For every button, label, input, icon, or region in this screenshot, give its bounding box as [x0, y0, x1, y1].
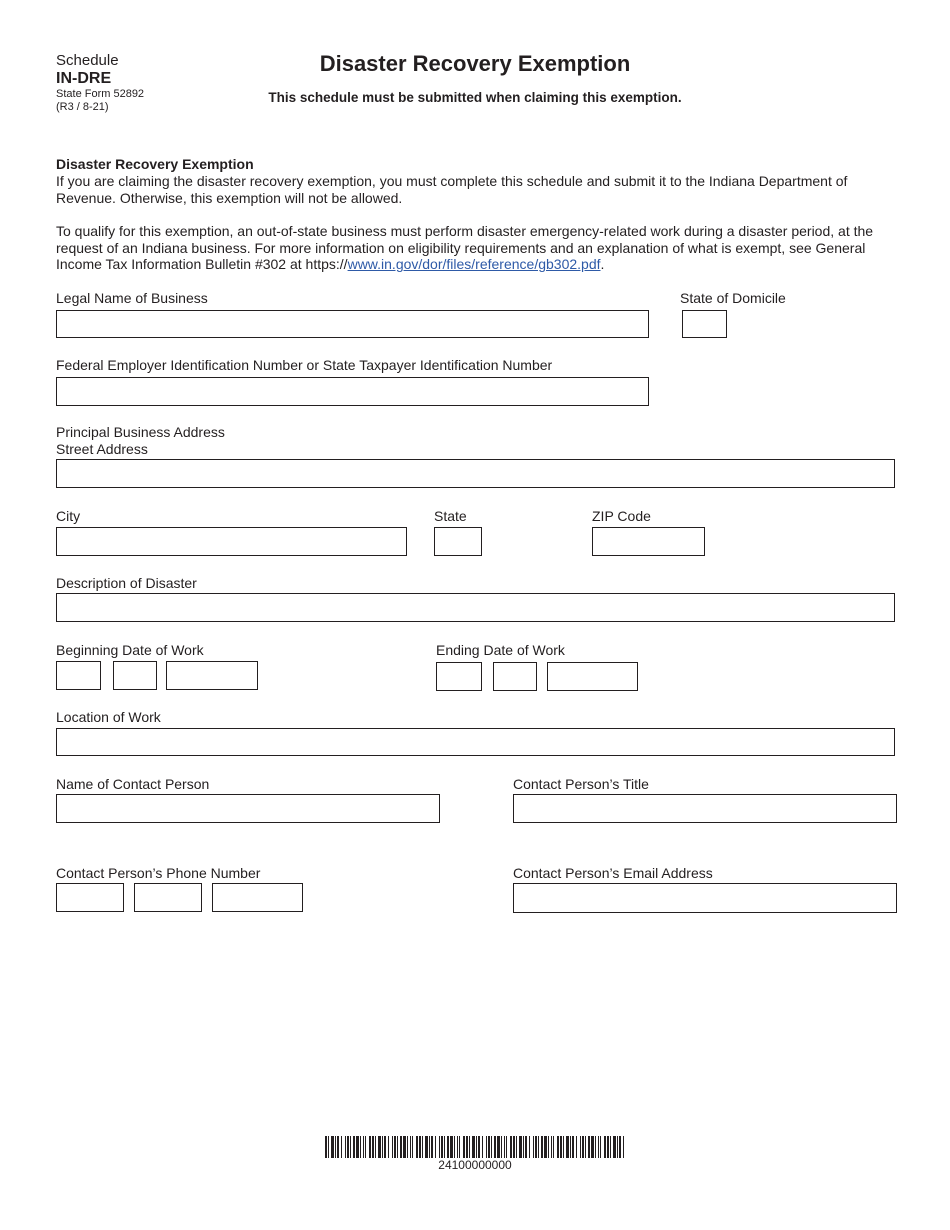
fein-label: Federal Employer Identification Number or State Taxpayer Identification Number	[56, 357, 553, 373]
contact-phone-prefix-input[interactable]	[134, 883, 202, 912]
state-of-domicile-label: State of Domicile	[680, 290, 786, 306]
barcode-bar	[439, 1136, 440, 1158]
barcode-bar	[378, 1136, 381, 1158]
barcode-bar	[435, 1136, 436, 1158]
barcode-bar	[557, 1136, 559, 1158]
barcode-bar	[444, 1136, 445, 1158]
barcode-bar	[382, 1136, 383, 1158]
barcode-bar	[600, 1136, 601, 1158]
barcode-bar	[488, 1136, 490, 1158]
contact-email-label: Contact Person’s Email Address	[513, 865, 713, 881]
barcode-bar	[410, 1136, 411, 1158]
barcode-bar	[337, 1136, 339, 1158]
barcode-bar	[588, 1136, 590, 1158]
barcode-bar	[476, 1136, 477, 1158]
barcode-bar	[392, 1136, 393, 1158]
city-label: City	[56, 508, 81, 524]
barcode-bar	[341, 1136, 342, 1158]
barcode-bar	[472, 1136, 475, 1158]
barcode-bar	[425, 1136, 428, 1158]
barcode-bar	[529, 1136, 530, 1158]
barcode-bar	[576, 1136, 577, 1158]
contact-phone-label: Contact Person’s Phone Number	[56, 865, 261, 881]
contact-phone-line-input[interactable]	[212, 883, 303, 912]
legal-name-input[interactable]	[56, 310, 649, 338]
barcode-bar	[585, 1136, 586, 1158]
beginning-date-day-input[interactable]	[113, 661, 157, 690]
state-form-number: State Form 52892	[56, 88, 145, 100]
intro-paragraph-2	[56, 223, 896, 273]
barcode-bar	[454, 1136, 455, 1158]
barcode-bar	[506, 1136, 507, 1158]
barcode-graphic	[325, 1136, 625, 1158]
barcode-bar	[463, 1136, 465, 1158]
schedule-code: IN-DRE	[56, 70, 112, 87]
barcode-bar	[566, 1136, 569, 1158]
state-of-domicile-input[interactable]	[682, 310, 727, 338]
barcode-bar	[369, 1136, 371, 1158]
form-revision: (R3 / 8-21)	[56, 101, 109, 113]
barcode-bar	[469, 1136, 470, 1158]
barcode-bar	[541, 1136, 543, 1158]
barcode-bar	[604, 1136, 606, 1158]
barcode-bar	[397, 1136, 398, 1158]
barcode-bar	[394, 1136, 396, 1158]
ending-date-label: Ending Date of Work	[436, 642, 565, 658]
barcode-bar	[519, 1136, 522, 1158]
barcode-bar	[533, 1136, 534, 1158]
ending-date-day-input[interactable]	[493, 662, 537, 691]
principal-address-label: Principal Business Address	[56, 424, 225, 440]
bulletin-link[interactable]: www.in.gov/dor/files/reference/gb302.pdf	[347, 256, 601, 272]
barcode-bar	[431, 1136, 433, 1158]
barcode-bar	[504, 1136, 505, 1158]
barcode-bar	[486, 1136, 487, 1158]
barcode-bar	[525, 1136, 527, 1158]
contact-phone-area-input[interactable]	[56, 883, 124, 912]
barcode-bar	[375, 1136, 376, 1158]
state-input[interactable]	[434, 527, 482, 556]
barcode-bar	[548, 1136, 549, 1158]
barcode-bar	[459, 1136, 460, 1158]
schedule-label: Schedule	[56, 52, 119, 69]
barcode-bar	[350, 1136, 351, 1158]
barcode-bar	[544, 1136, 547, 1158]
street-address-input[interactable]	[56, 459, 895, 488]
barcode-bar	[570, 1136, 571, 1158]
barcode-bar	[491, 1136, 492, 1158]
barcode-bar	[450, 1136, 453, 1158]
beginning-date-label: Beginning Date of Work	[56, 642, 204, 658]
barcode-bar	[356, 1136, 359, 1158]
zip-label: ZIP Code	[592, 508, 651, 524]
barcode-bar	[447, 1136, 449, 1158]
barcode-bar	[610, 1136, 611, 1158]
barcode-bar	[325, 1136, 327, 1158]
barcode-bar	[513, 1136, 515, 1158]
barcode-bar	[538, 1136, 539, 1158]
ending-date-year-input[interactable]	[547, 662, 638, 691]
barcode-bar	[419, 1136, 421, 1158]
barcode-bar	[598, 1136, 599, 1158]
barcode-bar	[429, 1136, 430, 1158]
barcode-bar	[619, 1136, 621, 1158]
barcode-bar	[523, 1136, 524, 1158]
barcode-bar	[623, 1136, 624, 1158]
barcode-bar	[441, 1136, 443, 1158]
barcode-bar	[607, 1136, 609, 1158]
barcode-bar	[407, 1136, 408, 1158]
barcode-bar	[365, 1136, 366, 1158]
barcode-bar	[617, 1136, 618, 1158]
barcode-bar	[563, 1136, 564, 1158]
contact-name-input[interactable]	[56, 794, 440, 823]
barcode-bar	[388, 1136, 389, 1158]
location-input[interactable]	[56, 728, 895, 756]
barcode-bar	[360, 1136, 361, 1158]
disaster-description-input[interactable]	[56, 593, 895, 622]
barcode-bar	[591, 1136, 594, 1158]
city-input[interactable]	[56, 527, 407, 556]
barcode-bar	[466, 1136, 468, 1158]
contact-title-input[interactable]	[513, 794, 897, 823]
section-heading: Disaster Recovery Exemption	[56, 156, 254, 172]
barcode-bar	[363, 1136, 364, 1158]
barcode-bar	[416, 1136, 418, 1158]
beginning-date-year-input[interactable]	[166, 661, 258, 690]
barcode-bar	[403, 1136, 406, 1158]
zip-input[interactable]	[592, 527, 705, 556]
intro-paragraph-2-text: To qualify for this exemption, an out-of-state business must perform disaster emergency-related work during a disaster period, at the request of an Indiana business. For more information on eligibility requirements and an explanation of what is exempt, see General Income Tax Information Bulletin #302 at https://	[56, 223, 874, 272]
barcode-bar	[553, 1136, 554, 1158]
state-label: State	[434, 508, 467, 524]
contact-title-label: Contact Person’s Title	[513, 776, 649, 792]
ending-date-month-input[interactable]	[436, 662, 482, 691]
barcode-bar	[331, 1136, 334, 1158]
barcode-bar	[535, 1136, 537, 1158]
barcode-bar	[572, 1136, 574, 1158]
barcode-bar	[482, 1136, 483, 1158]
barcode-bar	[347, 1136, 349, 1158]
barcode-bar	[372, 1136, 374, 1158]
barcode-bar	[497, 1136, 500, 1158]
fein-input[interactable]	[56, 377, 649, 406]
barcode-bar	[613, 1136, 616, 1158]
barcode-bar	[422, 1136, 423, 1158]
barcode-bar	[478, 1136, 480, 1158]
barcode-bar	[516, 1136, 517, 1158]
page-title: Disaster Recovery Exemption	[319, 51, 631, 76]
disaster-description-label: Description of Disaster	[56, 575, 197, 591]
barcode-bar	[384, 1136, 386, 1158]
location-label: Location of Work	[56, 709, 161, 725]
intro-paragraph-2-end: .	[600, 256, 605, 272]
barcode-bar	[580, 1136, 581, 1158]
barcode-bar	[501, 1136, 502, 1158]
barcode-bar	[560, 1136, 562, 1158]
barcode-bar	[457, 1136, 458, 1158]
barcode-bar	[510, 1136, 512, 1158]
barcode-bar	[582, 1136, 584, 1158]
street-address-label: Street Address	[56, 441, 148, 457]
barcode-bar	[345, 1136, 346, 1158]
contact-name-label: Name of Contact Person	[56, 776, 210, 792]
barcode-bar	[412, 1136, 413, 1158]
page-subtitle: This schedule must be submitted when claiming this exemption.	[268, 90, 682, 105]
barcode-bar	[328, 1136, 329, 1158]
barcode-bar	[494, 1136, 496, 1158]
barcode-bar	[335, 1136, 336, 1158]
barcode-bar	[595, 1136, 596, 1158]
barcode-bar	[551, 1136, 552, 1158]
legal-name-label: Legal Name of Business	[56, 290, 208, 306]
barcode-bar	[400, 1136, 402, 1158]
intro-paragraph-1: If you are claiming the disaster recovery exemption, you must complete this schedule and submit it to the Indiana Department of Revenue. Otherwise, this exemption will not be allowed.	[56, 173, 848, 206]
beginning-date-month-input[interactable]	[56, 661, 101, 690]
contact-email-input[interactable]	[513, 883, 897, 913]
barcode-bar	[353, 1136, 355, 1158]
barcode-number: 24100000000	[438, 1158, 512, 1172]
